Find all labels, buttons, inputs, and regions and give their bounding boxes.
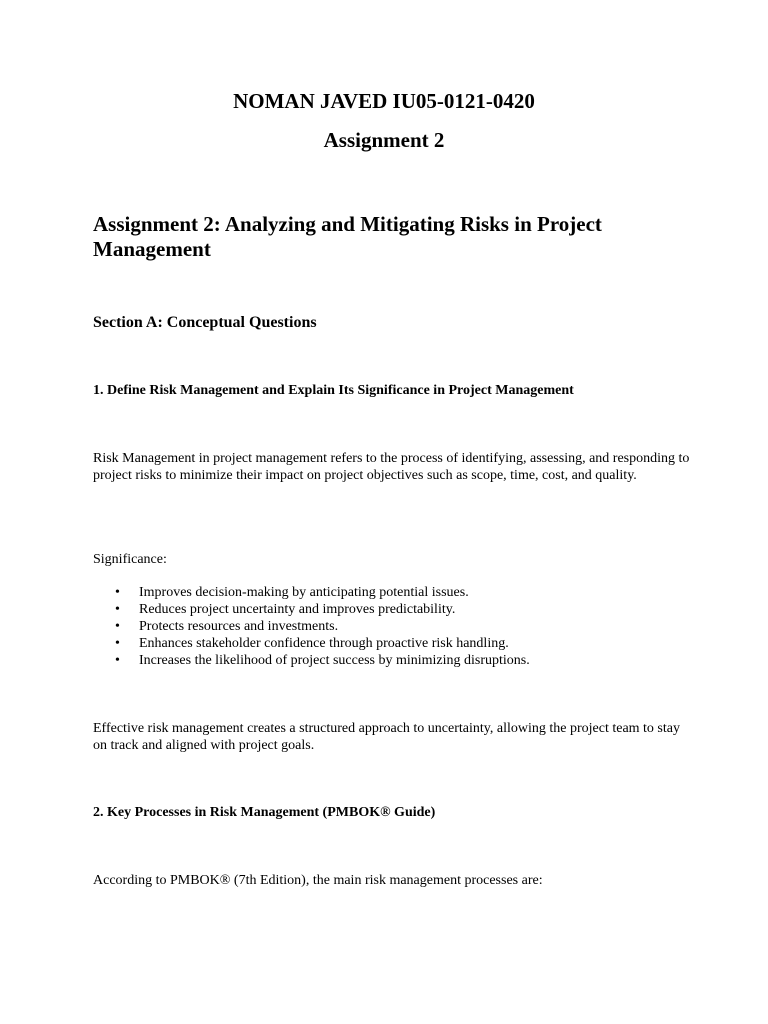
section-a-heading: Section A: Conceptual Questions — [93, 314, 317, 331]
question-1-heading: 1. Define Risk Management and Explain Its Significance in Project Management — [93, 383, 574, 398]
list-item-text: Enhances stakeholder confidence through proactive risk handling. — [139, 636, 509, 651]
risk-management-definition: Risk Management in project management refers to the process of identifying, assessing, and responding to project risks to minimize their impact on project objectives such as scope, time, cost, and quality. — [93, 451, 690, 483]
bullet-icon: • — [115, 653, 120, 668]
bullet-icon: • — [115, 619, 120, 634]
question-2-heading: 2. Key Processes in Risk Management (PMBOK® Guide) — [93, 805, 436, 820]
bullet-icon: • — [115, 602, 120, 617]
risk-management-conclusion: Effective risk management creates a structured approach to uncertainty, allowing the project team to stay on track and aligned with project goals. — [93, 721, 680, 753]
document-title: Assignment 2: Analyzing and Mitigating Risks in Project Management — [93, 212, 602, 261]
significance-list — [93, 584, 693, 669]
pmbok-intro: According to PMBOK® (7th Edition), the main risk management processes are: — [93, 873, 543, 888]
list-item-text: Reduces project uncertainty and improves predictability. — [139, 602, 456, 617]
assignment-label: Assignment 2 — [323, 128, 445, 152]
list-item-text: Increases the likelihood of project success by minimizing disruptions. — [139, 653, 530, 668]
list-item — [93, 618, 693, 635]
list-item — [93, 635, 693, 652]
bullet-icon: • — [115, 585, 120, 600]
significance-label: Significance: — [93, 552, 167, 567]
list-item-text: Protects resources and investments. — [139, 619, 339, 634]
bullet-icon: • — [115, 636, 120, 651]
author-line: NOMAN JAVED IU05-0121-0420 — [233, 89, 535, 113]
list-item — [93, 652, 693, 669]
list-item — [93, 601, 693, 618]
list-item — [93, 584, 693, 601]
list-item-text: Improves decision-making by anticipating potential issues. — [139, 585, 469, 600]
